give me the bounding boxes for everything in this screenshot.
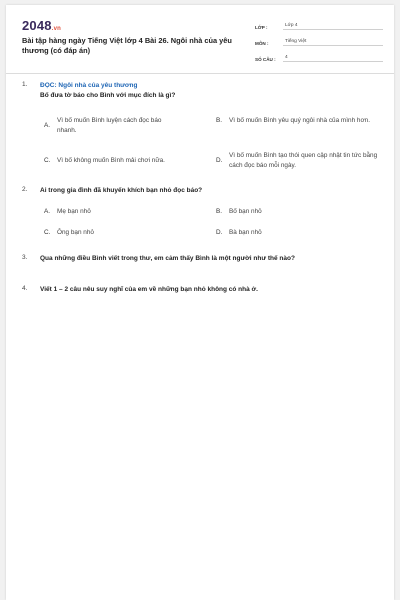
- option-d[interactable]: [216, 228, 384, 238]
- meta-row-subject: [255, 34, 383, 46]
- worksheet-meta: [255, 18, 383, 66]
- option-letter: C.: [44, 157, 51, 165]
- question-1: [22, 81, 382, 181]
- worksheet-title: Bài tập hàng ngày Tiếng Việt lớp 4 Bài 26. Ngôi nhà của yêu thương (có đáp án): [22, 36, 232, 55]
- option-letter: B.: [216, 208, 223, 216]
- logo-tld-text: .vn: [51, 26, 62, 32]
- meta-value-count: 4: [283, 55, 383, 62]
- option-a[interactable]: [44, 116, 212, 135]
- option-letter: A.: [44, 122, 51, 129]
- logo-main-text: 2048: [22, 18, 52, 33]
- meta-key-subject: MÔN :: [255, 41, 269, 46]
- meta-key-grade: LỚP :: [255, 25, 268, 30]
- option-text: Vì bố muốn Bình tạo thói quen cập nhật tin tức bằng cách đọc báo mỗi ngày.: [229, 152, 378, 169]
- question-number: 2.: [22, 186, 28, 193]
- site-logo[interactable]: [22, 18, 61, 33]
- question-number: 3.: [22, 254, 28, 261]
- meta-value-subject: Tiếng Việt: [283, 39, 383, 46]
- option-c[interactable]: [44, 228, 212, 238]
- option-text: Vì bố muốn Bình yêu quý ngôi nhà của mình hơn.: [229, 117, 370, 124]
- option-a[interactable]: [44, 207, 212, 217]
- worksheet-page: [6, 5, 394, 600]
- meta-row-count: [255, 50, 383, 62]
- option-text: Bố bạn nhỏ: [229, 208, 262, 215]
- meta-row-grade: [255, 18, 383, 30]
- meta-key-count: SỐ CÂU :: [255, 57, 276, 62]
- question-2: [22, 186, 382, 241]
- option-letter: D.: [216, 157, 223, 164]
- option-text: Vì bố không muốn Bình mải chơi nữa.: [57, 157, 165, 164]
- question-text: Bố đưa tờ báo cho Bình với mục đích là gì?: [40, 92, 176, 99]
- option-letter: C.: [44, 229, 51, 237]
- option-letter: D.: [216, 229, 223, 237]
- question-number: 4.: [22, 285, 28, 292]
- question-4: [22, 285, 382, 297]
- option-d[interactable]: [216, 151, 384, 170]
- question-3: [22, 254, 382, 266]
- question-text: Qua những điều Bình viết trong thư, em cảm thấy Bình là một người như thế nào?: [40, 255, 295, 262]
- question-number: 1.: [22, 81, 28, 88]
- header-divider: [6, 73, 394, 74]
- option-b[interactable]: [216, 116, 384, 126]
- reading-section-title: ĐỌC: Ngôi nhà của yêu thương: [40, 82, 138, 89]
- meta-value-grade: Lớp 4: [283, 23, 383, 30]
- question-text: Viết 1 – 2 câu nêu suy nghĩ của em về những bạn nhỏ không có nhà ở.: [40, 286, 258, 293]
- option-text: Vì bố muốn Bình luyện cách đọc báo nhanh.: [57, 117, 162, 134]
- option-b[interactable]: [216, 207, 384, 217]
- question-body: [40, 81, 380, 100]
- option-letter: B.: [216, 117, 223, 125]
- option-c[interactable]: [44, 156, 212, 166]
- option-letter: A.: [44, 208, 51, 216]
- option-text: Mẹ bạn nhỏ: [57, 208, 91, 215]
- question-text: Ai trong gia đình đã khuyến khích bạn nhỏ đọc báo?: [40, 187, 203, 194]
- option-text: Ông bạn nhỏ: [57, 229, 94, 236]
- option-text: Bà bạn nhỏ: [229, 229, 262, 236]
